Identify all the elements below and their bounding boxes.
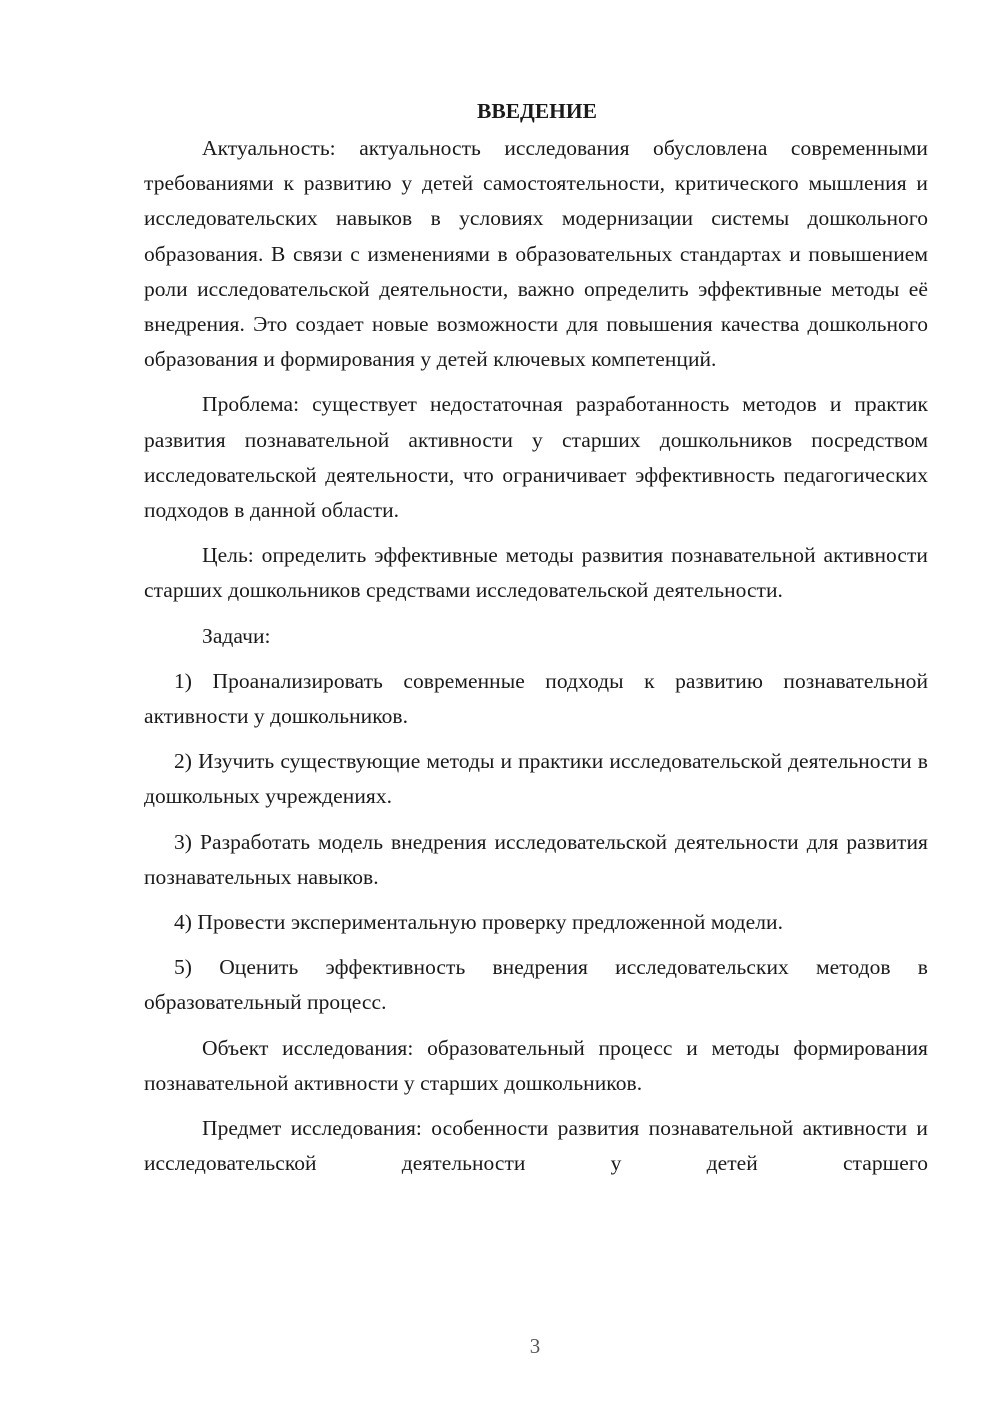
page-content [144,96,928,1181]
paragraph-subject: Предмет исследования: особенности развития познавательной активности и исследовательской деятельности у детей старшего [144,1116,928,1176]
page-number: 3 [529,1334,541,1358]
paragraph-goal: Цель: определить эффективные методы развития познавательной активности старших дошкольников средствами исследовательской деятельности. [144,543,928,603]
paragraph-relevance: Актуальность: актуальность исследования обусловлена современными требованиями к развитию у детей самостоятельности, критического мышления и исследовательских навыков в условиях модернизации системы дошкольного образования. В связи с изменениями в образовательных стандартах и повышением роли исследовательской деятельности, важно определить эффективные методы её внедрения. Это создает новые возможности для повышения качества дошкольного образования и формирования у детей ключевых компетенций. [144,136,928,372]
section-title: ВВЕДЕНИЕ [477,99,597,123]
task-item: 4) Провести экспериментальную проверку предложенной модели. [174,910,784,935]
tasks-heading: Задачи: [202,623,271,648]
paragraph-object: Объект исследования: образовательный процесс и методы формирования познавательной активности у старших дошкольников. [144,1035,928,1095]
task-item: 3) Разработать модель внедрения исследовательской деятельности для развития познавательных навыков. [144,829,928,889]
task-item: 2) Изучить существующие методы и практики исследовательской деятельности в дошкольных учреждениях. [144,749,928,809]
task-item: 1) Проанализировать современные подходы к развитию познавательной активности у дошкольников. [144,668,928,729]
task-item: 5) Оценить эффективность внедрения исследовательских методов в образовательный процесс. [144,955,928,1015]
paragraph-problem: Проблема: существует недостаточная разработанность методов и практик развития познавательной активности у старших дошкольников посредством исследовательской деятельности, что ограничивает эффективность педагогических подходов в данной области. [144,392,928,523]
